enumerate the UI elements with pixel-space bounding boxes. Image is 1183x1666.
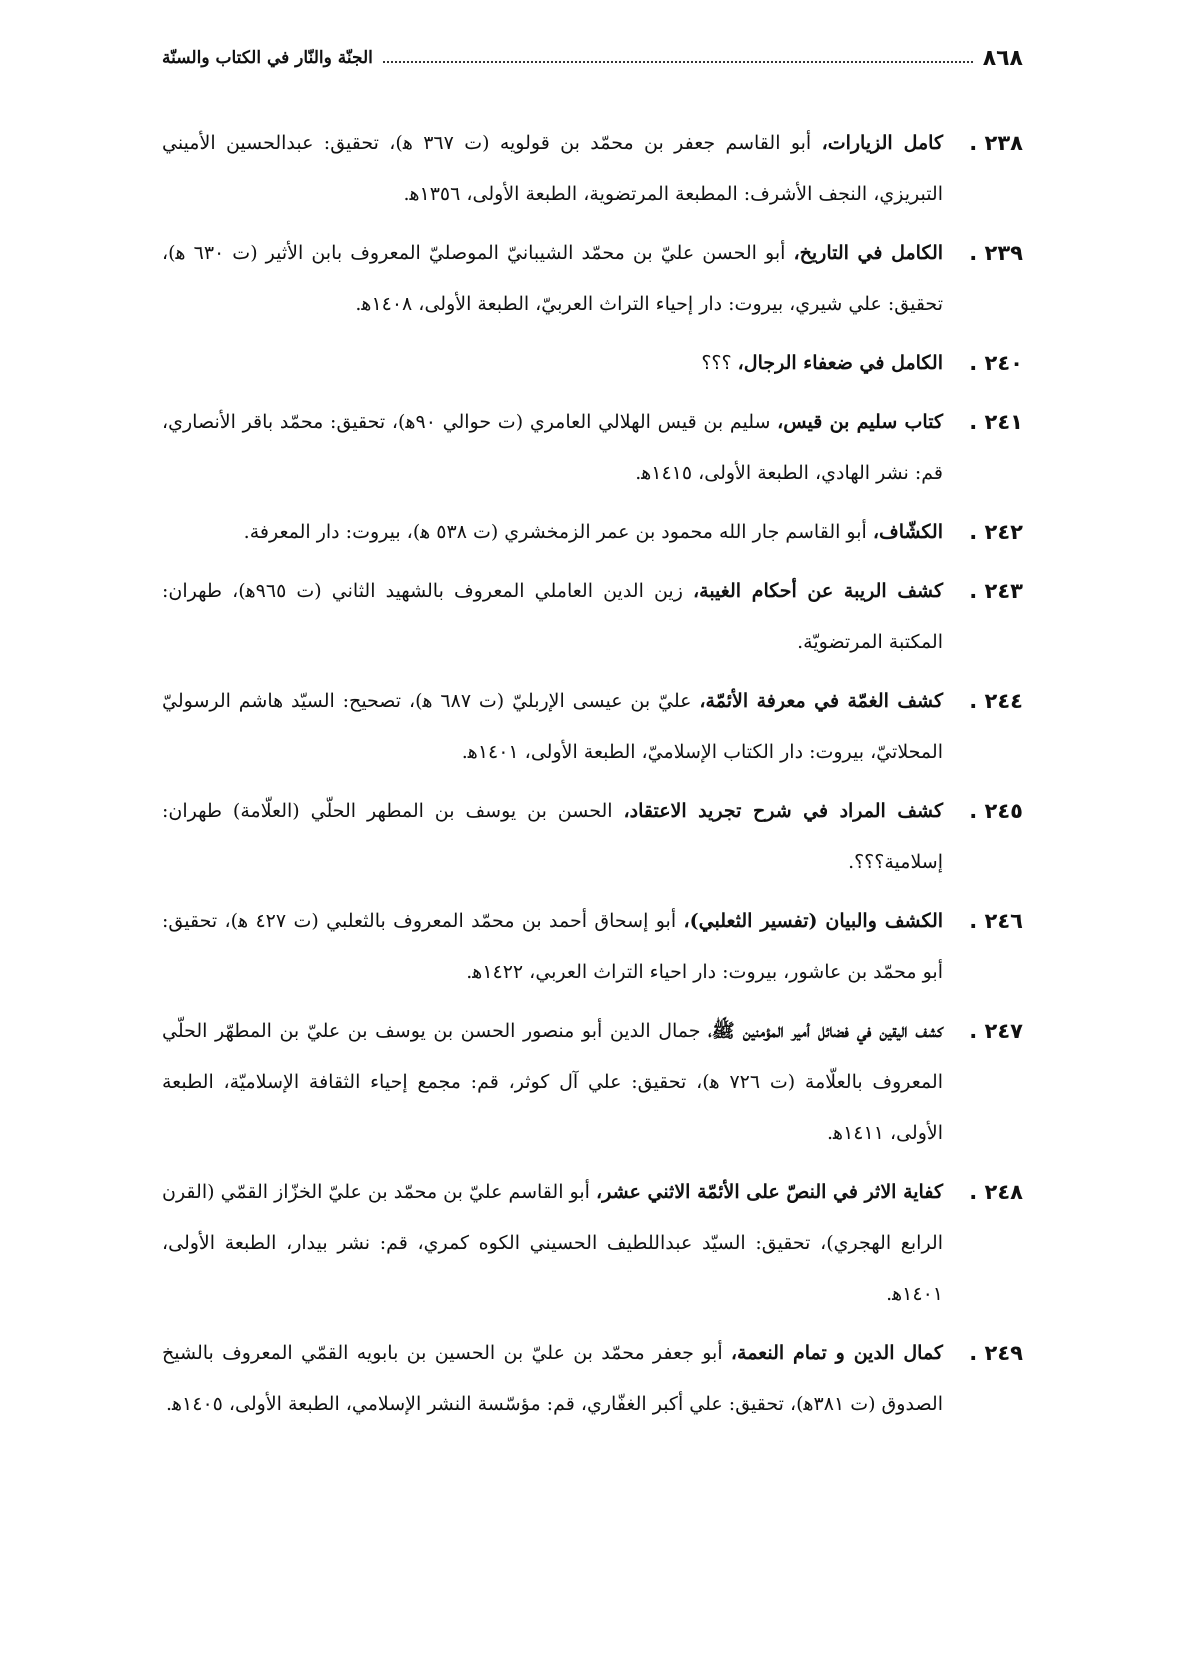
running-title: الجنّة والنّار في الكتاب والسنّة — [162, 48, 373, 68]
bibliography-entry — [162, 1328, 1023, 1430]
bibliography-entry — [162, 228, 1023, 330]
entry-details: جمال الدين أبو منصور الحسن بن يوسف بن عليّ بن المطهّر الحلّي المعروف بالعلّامة (ت ٧٢٦ ﻫ)، تحقيق: علي آل كوثر، قم: مجمع إحياء الثقافة الإسلاميّة، الطبعة الأولى، ١٤١١ﻫ. — [162, 1020, 943, 1144]
entry-title: كشف الريبة عن أحكام الغيبة، — [693, 580, 943, 602]
entry-details: الحسن بن يوسف بن المطهر الحلّي (العلّامة) طهران: إسلامية؟؟؟. — [162, 800, 943, 873]
entry-details: أبو جعفر محمّد بن عليّ بن الحسين بن بابويه القمّي المعروف بالشيخ الصدوق (ت ٣٨١ﻫ)، تحقيق: علي أكبر الغفّاري، قم: مؤسّسة النشر الإسلامي، الطبعة الأولى، ١٤٠٥ﻫ. — [162, 1342, 943, 1415]
bibliography-entry — [162, 1167, 1023, 1320]
bibliography-entry — [162, 896, 1023, 998]
entry-title: الكشّاف، — [872, 521, 943, 543]
entry-number: ٢٤٠ . — [969, 351, 1023, 375]
entry-title: كامل الزيارات، — [821, 132, 944, 154]
bibliography-entry — [162, 507, 1023, 558]
entry-title: الكامل في التاريخ، — [793, 242, 944, 264]
entry-title: كشف اليقين في فضائل أمير المؤمنين ﷺ، — [708, 1020, 943, 1042]
entry-title: الكامل في ضعفاء الرجال، — [737, 352, 943, 374]
entry-number: ٢٤٤ . — [969, 689, 1023, 713]
entry-number: ٢٤٣ . — [969, 579, 1023, 603]
page-header — [162, 38, 1023, 78]
bibliography-entry — [162, 676, 1023, 778]
entry-details: زين الدين العاملي المعروف بالشهيد الثاني (ت ٩٦٥ﻫ)، طهران: المكتبة المرتضويّة. — [162, 580, 943, 653]
page-number: ٨٦٨ — [982, 45, 1023, 71]
bibliography-entry — [162, 397, 1023, 499]
entry-details: ؟؟؟ — [701, 352, 732, 374]
header-leader-dots — [383, 61, 973, 63]
entry-title: كفاية الاثر في النصّ على الأئمّة الاثني عشر، — [595, 1181, 943, 1203]
entry-details: أبو إسحاق أحمد بن محمّد المعروف بالثعلبي (ت ٤٢٧ ﻫ)، تحقيق: أبو محمّد بن عاشور، بيروت: دار احياء التراث العربي، ١٤٢٢ﻫ. — [162, 910, 943, 983]
bibliography-entry — [162, 118, 1023, 220]
entry-number: ٢٤٨ . — [969, 1180, 1023, 1204]
entry-details: سليم بن قيس الهلالي العامري (ت حوالي ٩٠ﻫ)، تحقيق: محمّد باقر الأنصاري، قم: نشر الهادي، الطبعة الأولى، ١٤١٥ﻫ. — [162, 411, 943, 484]
entry-details: عليّ بن عيسى الإربليّ (ت ٦٨٧ ﻫ)، تصحيح: السيّد هاشم الرسوليّ المحلاتيّ، بيروت: دار الكتاب الإسلاميّ، الطبعة الأولى، ١٤٠١ﻫ. — [162, 690, 943, 763]
entry-details: أبو القاسم جار الله محمود بن عمر الزمخشري (ت ٥٣٨ ﻫ)، بيروت: دار المعرفة. — [243, 521, 867, 543]
entry-number: ٢٤٥ . — [969, 799, 1023, 823]
entry-number: ٢٤٦ . — [969, 909, 1023, 933]
entry-number: ٢٤٩ . — [969, 1341, 1023, 1365]
entry-title: كشف المراد في شرح تجريد الاعتقاد، — [623, 800, 944, 822]
bibliography-list — [162, 118, 1023, 1438]
entry-number: ٢٣٨ . — [969, 131, 1023, 155]
entry-details: أبو القاسم عليّ بن محمّد بن عليّ الخزّاز القمّي (القرن الرابع الهجري)، تحقيق: السيّد عبداللطيف الحسيني الكوه كمري، قم: نشر بيدار، الطبعة الأولى، ١٤٠١ﻫ. — [162, 1181, 943, 1305]
entry-title: كشف الغمّة في معرفة الأئمّة، — [699, 690, 944, 712]
entry-title: كتاب سليم بن قيس، — [777, 411, 944, 433]
entry-number: ٢٤١ . — [969, 410, 1023, 434]
bibliography-entry — [162, 338, 1023, 389]
bibliography-entry — [162, 566, 1023, 668]
entry-number: ٢٣٩ . — [969, 241, 1023, 265]
entry-number: ٢٤٢ . — [969, 520, 1023, 544]
entry-title: الكشف والبيان (تفسير الثعلبي)، — [683, 910, 944, 932]
entry-number: ٢٤٧ . — [969, 1019, 1023, 1043]
bibliography-entry — [162, 1006, 1023, 1159]
entry-title: كمال الدين و تمام النعمة، — [730, 1342, 943, 1364]
entry-details: أبو الحسن عليّ بن محمّد الشيبانيّ الموصليّ المعروف بابن الأثير (ت ٦٣٠ ﻫ)، تحقيق: علي شيري، بيروت: دار إحياء التراث العربيّ، الطبعة الأولى، ١٤٠٨ﻫ. — [162, 242, 943, 315]
entry-details: أبو القاسم جعفر بن محمّد بن قولويه (ت ٣٦٧ ﻫ)، تحقيق: عبدالحسين الأميني التبريزي، النجف الأشرف: المطبعة المرتضوية، الطبعة الأولى، ١٣٥٦ﻫ. — [162, 132, 943, 205]
bibliography-entry — [162, 786, 1023, 888]
